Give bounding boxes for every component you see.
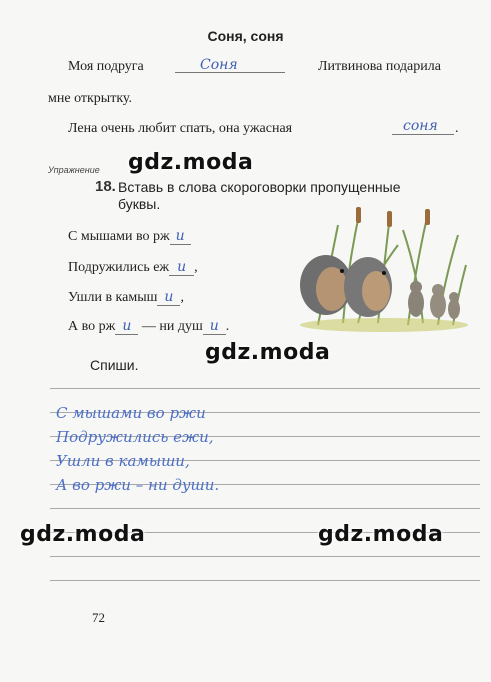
ruled-line [50, 580, 480, 581]
ruled-line [50, 388, 480, 389]
sentence-1-continuation: мне открытку. [48, 91, 133, 106]
watermark: gdz.moda [318, 522, 444, 547]
ruled-line [50, 508, 480, 509]
handwritten-line: Подружились ежи, [56, 428, 214, 446]
sentence-2: Лена очень любит спать, она ужасная [68, 121, 293, 136]
twister-line [68, 318, 229, 335]
twister-punct: , [194, 260, 198, 275]
handwritten-line: А во ржи – ни души. [56, 476, 220, 494]
twister-punct: . [225, 319, 230, 334]
handwritten-letter: и [157, 289, 180, 306]
exercise-number: 18. [95, 178, 116, 195]
handwritten-letter: и [203, 318, 226, 335]
watermark: gdz.moda [205, 340, 331, 365]
copy-instruction: Спиши. [90, 357, 139, 373]
handwritten-letter: и [170, 228, 191, 245]
hedgehogs-mice-illustration [298, 205, 470, 333]
twister-line [68, 289, 184, 306]
page-title: Соня, соня [207, 28, 284, 44]
sentence-1-end: Литвинова подарила [318, 59, 441, 74]
twister-punct: , [180, 290, 184, 305]
handwritten-letter: и [115, 318, 138, 335]
watermark: gdz.moda [20, 522, 146, 547]
ruled-line [50, 556, 480, 557]
fill-line [392, 134, 454, 135]
twister-text: Подружились еж [68, 260, 170, 275]
handwritten-line: С мышами во ржи [56, 404, 206, 422]
handwritten-answer: соня [403, 118, 438, 134]
exercise-instruction-cont: буквы. [118, 196, 161, 212]
exercise-label: Упражнение [48, 165, 100, 175]
sentence-1-start: Моя подруга [68, 59, 144, 74]
twister-text: А во рж [68, 319, 116, 334]
twister-text: — ни душ [141, 319, 203, 334]
page-number: 72 [92, 610, 105, 625]
twister-text: С мышами во рж [68, 229, 170, 244]
exercise-instruction: Вставь в слова скороговорки пропущенные [118, 179, 401, 195]
twister-text: Ушли в камыш [68, 290, 158, 305]
handwritten-answer: Соня [200, 57, 238, 73]
twister-line [68, 228, 191, 245]
sentence-2-period: . [455, 121, 459, 136]
handwritten-letter: и [169, 259, 194, 276]
twister-line [68, 259, 198, 276]
handwritten-line: Ушли в камыши, [56, 452, 190, 470]
watermark: gdz.moda [128, 150, 254, 175]
